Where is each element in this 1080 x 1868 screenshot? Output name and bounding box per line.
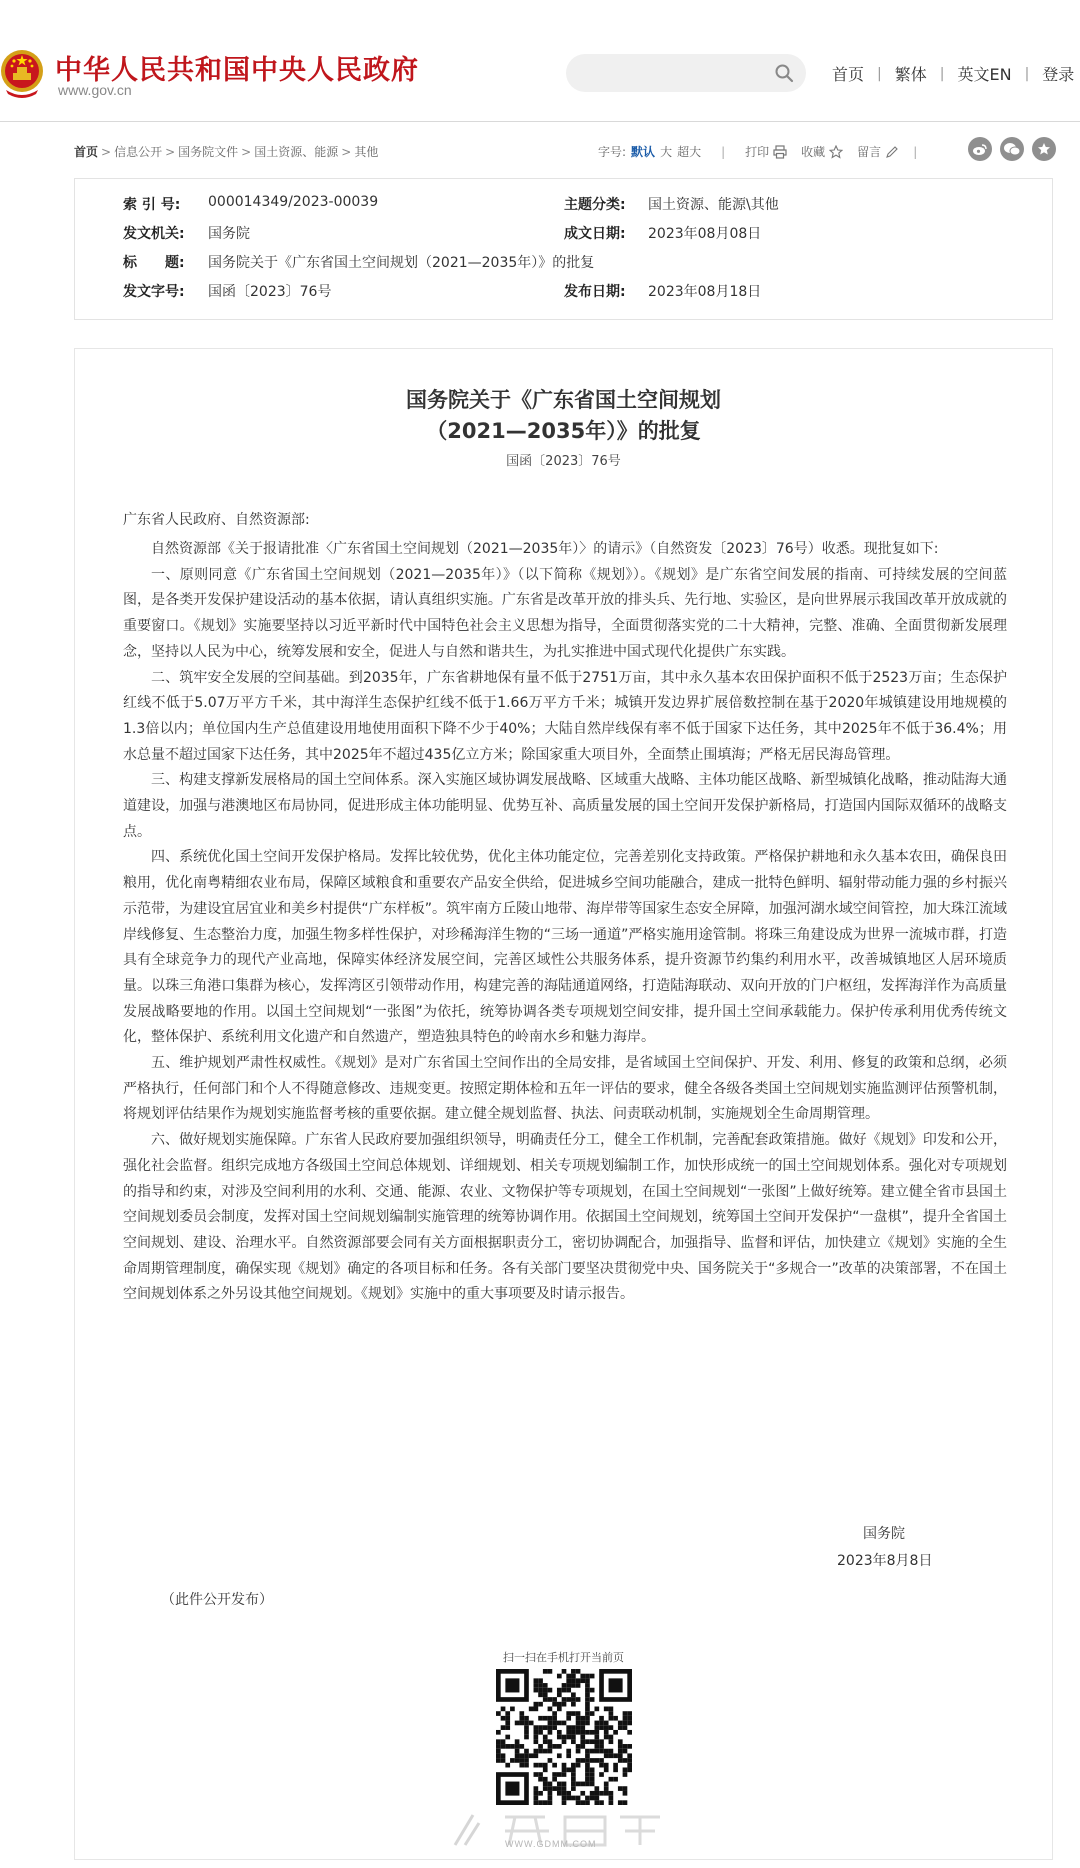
nav-traditional-link[interactable]: 繁体	[894, 65, 927, 84]
breadcrumb	[74, 143, 378, 160]
share-icons	[960, 137, 1056, 161]
printer-icon[interactable]	[773, 145, 787, 159]
title-label: 标 题:	[123, 255, 185, 271]
nav-separator: |	[1024, 65, 1030, 82]
article-title	[75, 385, 1052, 447]
meta-row	[75, 223, 1052, 247]
pencil-icon[interactable]	[885, 145, 899, 159]
weibo-icon[interactable]	[968, 137, 992, 161]
favorite-button[interactable]: 收藏	[801, 145, 826, 159]
site-title[interactable]: 中华人民共和国中央人民政府	[55, 55, 419, 86]
breadcrumb-separator: >	[241, 145, 252, 159]
doc-number-value: 国函〔2023〕76号	[208, 284, 332, 300]
publication-note: （此件公开发布）	[161, 1592, 273, 1608]
qzone-icon[interactable]	[1032, 137, 1056, 161]
meta-row	[75, 281, 1052, 305]
paragraph: 三、构建支撑新发展格局的国土空间体系。深入实施区域协调发展战略、区域重大战略、主体功能区战略、新型城镇化战略，推动陆海大通道建设，加强与港澳地区布局协同，促进形成主体功能明显、优势互补、高质量发展的国土空间开发保护新格局，打造国内国际双循环的战略支点。	[123, 772, 1007, 840]
article-text	[123, 537, 1007, 1308]
issuer-value: 国务院	[208, 226, 250, 242]
category-label: 主题分类:	[564, 197, 626, 213]
tools-separator: |	[721, 144, 726, 159]
signature-date: 2023年8月8日	[837, 1553, 933, 1569]
tools-separator: |	[913, 144, 918, 159]
paragraph: 五、维护规划严肃性权威性。《规划》是对广东省国土空间作出的全局安排，是省域国土空间保护、开发、利用、修复的政策和总纲，必须严格执行，任何部门和个人不得随意修改、违规变更。按照定期体检和五年一评估的要求，健全各级各类国土空间规划实施监测评估预警机制，将规划评估结果作为规划实施监督考核的重要依据。建立健全规划监督、执法、问责联动机制，实施规划全生命周期管理。	[123, 1055, 1007, 1123]
breadcrumb-bar	[74, 140, 1056, 162]
nav-separator: |	[877, 65, 882, 82]
search-icon[interactable]	[774, 63, 794, 83]
signature-org: 国务院	[863, 1526, 905, 1542]
top-nav	[832, 62, 1074, 85]
paragraph: 自然资源部《关于报请批准〈广东省国土空间规划（2021—2035年）〉的请示》（自然资发〔2023〕76号）收悉。现批复如下:	[151, 541, 939, 557]
star-icon[interactable]	[829, 145, 843, 159]
index-label: 索 引 号:	[123, 197, 181, 213]
font-size-label: 字号:	[598, 145, 627, 159]
article-title-line: （2021—2035年）》的批复	[426, 419, 701, 443]
qr-label: 扫一扫在手机打开当前页	[503, 1651, 624, 1664]
article-doc-number: 国函〔2023〕76号	[506, 454, 621, 469]
breadcrumb-item-state-council-docs[interactable]: 国务院文件	[178, 145, 239, 159]
page-tools	[598, 143, 917, 160]
breadcrumb-item-other[interactable]: 其他	[354, 145, 379, 159]
paragraph: 一、原则同意《广东省国土空间规划（2021—2035年）》（以下简称《规划》）。《规划》是广东省空间发展的指南、可持续发展的空间蓝图，是各类开发保护建设活动的基本依据，请认真组织实施。广东省是改革开放的排头兵、先行地、实验区，是向世界展示我国改革开放成就的重要窗口。《规划》实施要坚持以习近平新时代中国特色社会主义思想为指导，全面贯彻落实党的二十大精神，完整、准确、全面贯彻新发展理念，坚持以人民为中心，统筹发展和安全，促进人与自然和谐共生，为扎实推进中国式现代化提供广东实践。	[123, 566, 1007, 660]
title-value: 国务院关于《广东省国土空间规划（2021—2035年）》的批复	[208, 255, 595, 271]
written-date-value: 2023年08月08日	[648, 226, 762, 242]
nav-english-link[interactable]: 英文EN	[957, 65, 1012, 84]
site-header	[0, 0, 1080, 122]
paragraph: 六、做好规划实施保障。广东省人民政府要加强组织领导，明确责任分工，健全工作机制，完善配套政策措施。做好《规划》印发和公开，强化社会监督。组织完成地方各级国土空间总体规划、详细规划、相关专项规划编制工作，加快形成统一的国土空间规划体系。强化对专项规划的指导和约束，对涉及空间利用的水利、交通、能源、农业、文物保护等专项规划，在国土空间规划“一张图”上做好统筹。建立健全省市县国土空间规划委员会制度，发挥对国土空间规划编制实施管理的统筹协调作用。依据国土空间规划，统筹国土空间开发保护“一盘棋”，提升全省国土空间规划、建设、治理水平。自然资源部要会同有关方面根据职责分工，密切协调配合，加强指导、监督和评估，加快建立《规划》实施的全生命周期管理制度，确保实现《规划》确定的各项目标和任务。各有关部门要坚决贯彻党中央、国务院关于“多规合一”改革的决策部署，不在国土空间规划体系之外另设其他空间规划。《规划》实施中的重大事项要及时请示报告。	[123, 1132, 1007, 1303]
breadcrumb-separator: >	[341, 145, 352, 159]
print-button[interactable]: 打印	[745, 145, 770, 159]
wechat-icon[interactable]	[1000, 137, 1024, 161]
site-url[interactable]: www.gov.cn	[58, 82, 132, 98]
nav-separator: |	[939, 65, 945, 82]
paragraph: 四、系统优化国土空间开发保护格局。发挥比较优势，优化主体功能定位，完善差别化支持政策。严格保护耕地和永久基本农田，确保良田粮用，优化南粤精细农业布局，保障区域粮食和重要农产品安全供给，促进城乡空间功能融合，建成一批特色鲜明、辐射带动能力强的乡村振兴示范带，为建设宜居宜业和美乡村提供“广东样板”。筑牢南方丘陵山地带、海岸带等国家生态安全屏障，加强河湖水域空间管控，加大珠江流域岸线修复、生态整治力度，加强生物多样性保护，对珍稀海洋生物的“三场一通道”严格实施用途管制。将珠三角建设成为世界一流城市群，打造具有全球竞争力的现代产业高地，保障实体经济发展空间，完善区域性公共服务体系，提升资源节约集约利用水平，改善城镇地区人居环境质量。以珠三角港口集群为核心，发挥湾区引领带动作用，构建完善的海陆通道网络，打造陆海联动、双向开放的门户枢纽，发挥海洋作为高质量发展战略要地的作用。以国土空间规划“一张图”为依托，统筹协调各类专项规划空间安排，提升国土空间承载能力。保护传承利用优秀传统文化，整体保护、系统利用文化遗产和自然遗产，塑造独具特色的岭南水乡和魅力海岸。	[123, 849, 1007, 1046]
article-title-line: 国务院关于《广东省国土空间规划	[406, 388, 721, 412]
document-metadata	[74, 178, 1053, 320]
comment-button[interactable]: 留言	[857, 145, 882, 159]
meta-row	[75, 194, 1052, 218]
publish-date-value: 2023年08月18日	[648, 284, 762, 300]
national-emblem-icon[interactable]	[0, 46, 44, 102]
index-value: 000014349/2023-00039	[208, 194, 379, 210]
font-size-default[interactable]: 默认	[631, 145, 656, 159]
doc-number-label: 发文字号:	[123, 284, 185, 300]
written-date-label: 成文日期:	[564, 226, 626, 242]
qr-code-image	[496, 1669, 632, 1805]
search-input[interactable]	[566, 54, 806, 92]
nav-login-link[interactable]: 登录	[1042, 65, 1075, 84]
meta-row	[75, 252, 1052, 276]
paragraph: 二、筑牢安全发展的空间基础。到2035年，广东省耕地保有量不低于2751万亩，其中永久基本农田保护面积不低于2523万亩；生态保护红线不低于5.07万平方千米，其中海洋生态保护红线不低于1.66万平方千米；城镇开发边界扩展倍数控制在基于2020年城镇建设用地规模的1.3倍以内；单位国内生产总值建设用地使用面积下降不少于40%；大陆自然岸线保有率不低于国家下达任务，其中2025年不低于36.4%；用水总量不超过国家下达任务，其中2025年不超过435亿立方米；除国家重大项目外，全面禁止围填海；严格无居民海岛管理。	[123, 669, 1007, 763]
addressee: 广东省人民政府、自然资源部:	[123, 512, 310, 528]
category-value: 国土资源、能源\其他	[648, 197, 779, 213]
publish-date-label: 发布日期:	[564, 284, 626, 300]
article-body	[74, 348, 1053, 1860]
breadcrumb-item-home[interactable]: 首页	[74, 145, 99, 159]
breadcrumb-item-land-energy[interactable]: 国土资源、能源	[254, 145, 339, 159]
font-size-large[interactable]: 大	[660, 145, 673, 159]
breadcrumb-separator: >	[101, 145, 112, 159]
watermark-text: WWW.GDMM.COM	[505, 1839, 597, 1849]
breadcrumb-separator: >	[165, 145, 176, 159]
font-size-xlarge[interactable]: 超大	[677, 145, 702, 159]
breadcrumb-item-info[interactable]: 信息公开	[114, 145, 163, 159]
nav-home-link[interactable]: 首页	[832, 65, 865, 84]
issuer-label: 发文机关:	[123, 226, 185, 242]
